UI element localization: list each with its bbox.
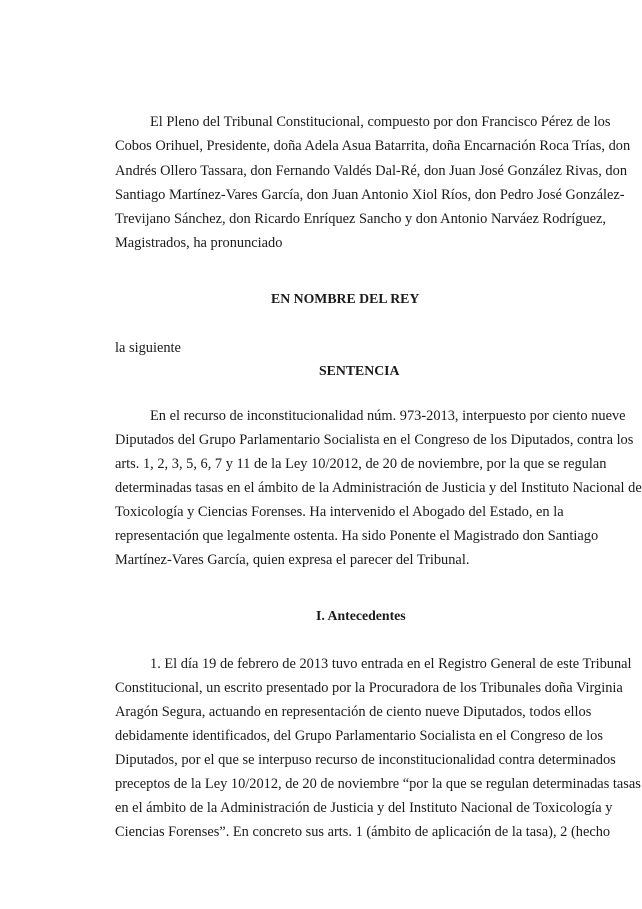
antecedentes-line: Ciencias Forenses”. En concreto sus arts. 1 (ámbito de aplicación de la tasa), 2 (hecho xyxy=(115,824,611,840)
intro-line: Andrés Ollero Tassara, don Fernando Valdés Dal-Ré, don Juan José González Rivas, don xyxy=(115,163,628,179)
recurso-line: representación que legalmente ostenta. Ha sido Ponente el Magistrado don Santiago xyxy=(115,528,599,544)
heading-antecedentes: I. Antecedentes xyxy=(316,608,406,623)
antecedentes-line: 1. El día 19 de febrero de 2013 tuvo entrada en el Registro General de este Tribunal xyxy=(150,656,632,672)
antecedentes-line: debidamente identificados, del Grupo Parlamentario Socialista en el Congreso de los xyxy=(115,728,603,744)
recurso-line: En el recurso de inconstitucionalidad núm. 973-2013, interpuesto por ciento nueve xyxy=(150,408,626,424)
intro-line: Magistrados, ha pronunciado xyxy=(115,235,283,251)
intro-line: Trevijano Sánchez, don Ricardo Enríquez Sancho y don Antonio Narváez Rodríguez, xyxy=(115,211,607,227)
intro-line: El Pleno del Tribunal Constitucional, compuesto por don Francisco Pérez de los xyxy=(150,114,611,130)
recurso-line: Diputados del Grupo Parlamentario Socialista en el Congreso de los Diputados, contra los xyxy=(115,432,634,448)
recurso-line: arts. 1, 2, 3, 5, 6, 7 y 11 de la Ley 10/2012, de 20 de noviembre, por la que se regulan xyxy=(115,456,607,472)
heading-sentencia: SENTENCIA xyxy=(319,363,400,378)
recurso-line: Toxicología y Ciencias Forenses. Ha intervenido el Abogado del Estado, en la xyxy=(115,504,564,520)
antecedentes-line: Constitucional, un escrito presentado por la Procuradora de los Tribunales doña Virginia xyxy=(115,680,623,696)
recurso-line: determinadas tasas en el ámbito de la Administración de Justicia y del Instituto Nacional de xyxy=(115,480,642,496)
antecedentes-line: Aragón Segura, actuando en representación de ciento nueve Diputados, todos ellos xyxy=(115,704,592,720)
intro-line: Santiago Martínez-Vares García, don Juan Antonio Xiol Ríos, don Pedro José González- xyxy=(115,187,625,203)
la-siguiente-text: la siguiente xyxy=(115,340,181,356)
heading-en-nombre-del-rey: EN NOMBRE DEL REY xyxy=(271,291,420,306)
intro-line: Cobos Orihuel, Presidente, doña Adela Asua Batarrita, doña Encarnación Roca Trías, don xyxy=(115,138,631,154)
antecedentes-line: preceptos de la Ley 10/2012, de 20 de noviembre “por la que se regulan determinadas tasas xyxy=(115,776,641,792)
recurso-line: Martínez-Vares García, quien expresa el parecer del Tribunal. xyxy=(115,552,470,568)
antecedentes-line: Diputados, por el que se interpuso recurso de inconstitucionalidad contra determinados xyxy=(115,752,616,768)
antecedentes-line: en el ámbito de la Administración de Justicia y del Instituto Nacional de Toxicología y xyxy=(115,800,613,816)
